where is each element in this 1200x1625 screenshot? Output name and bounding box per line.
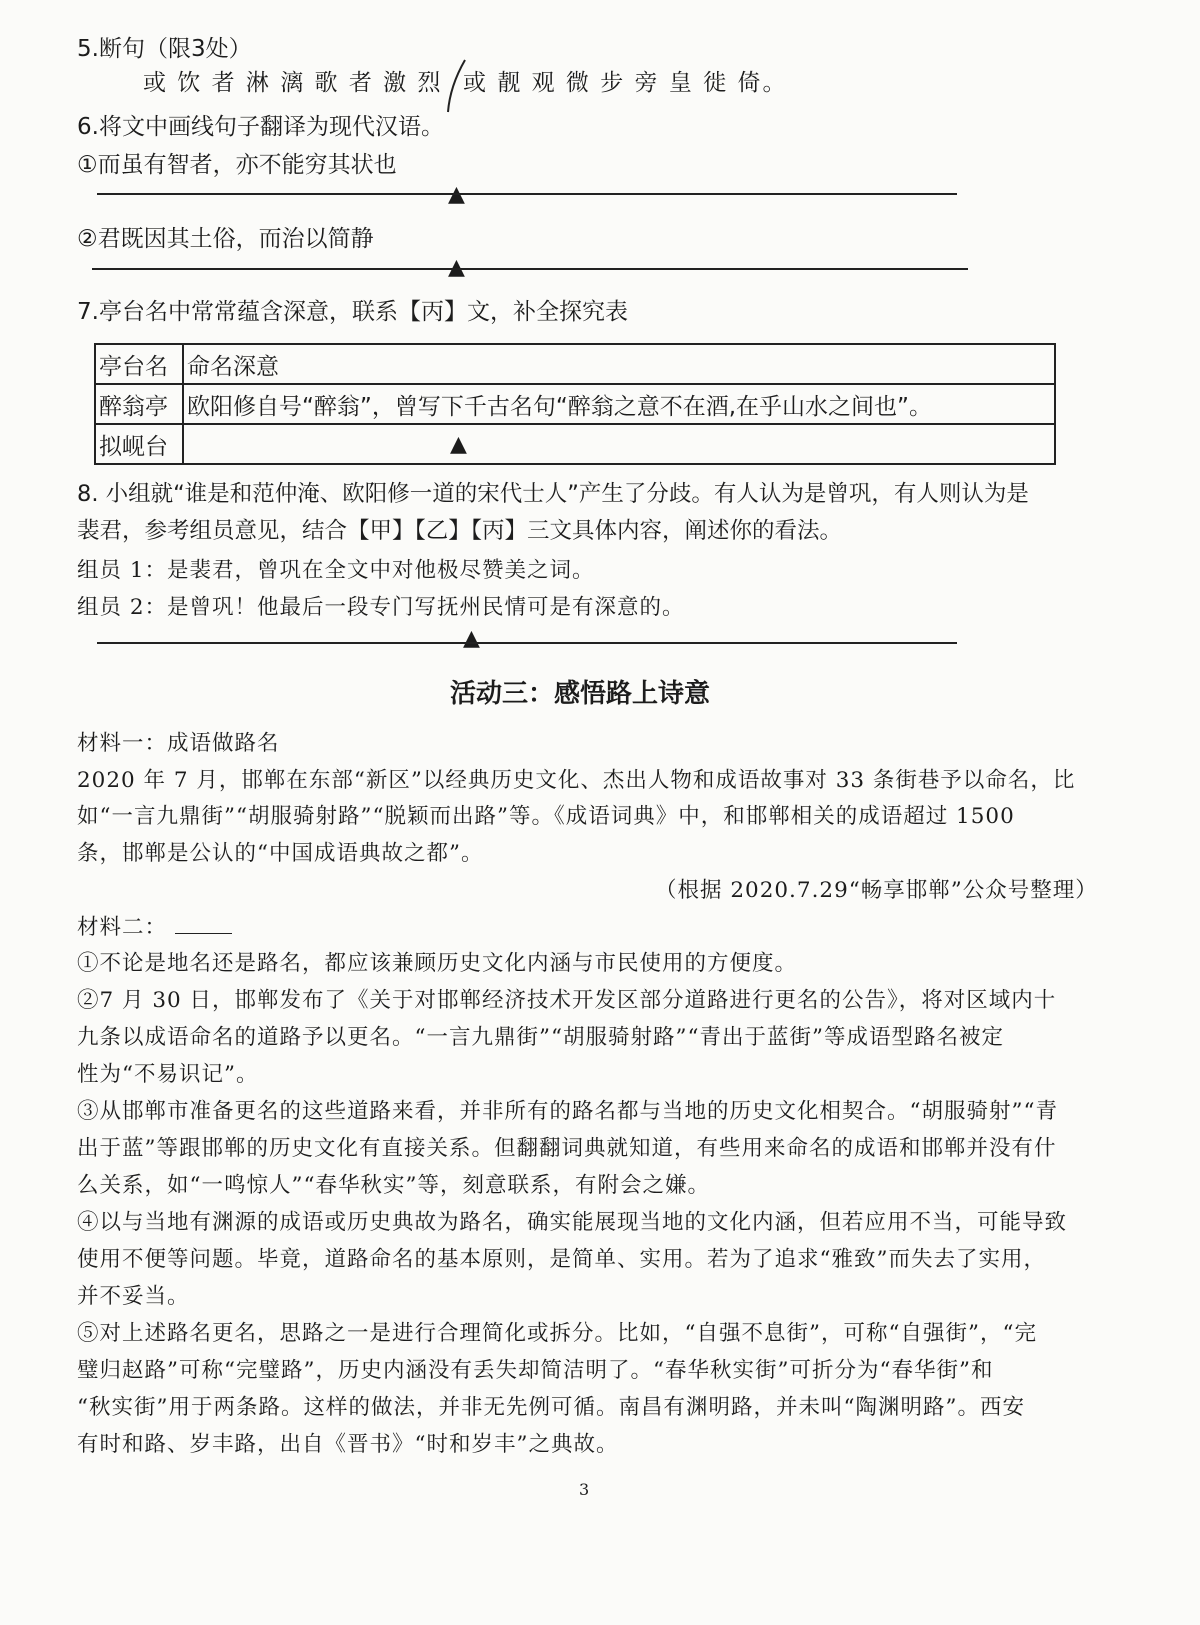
material1-line: 2020 年 7 月，邯郸在东部“新区”以经典历史文化、杰出人物和成语故事对 33 条街巷予以命名，比 (77, 768, 1076, 793)
q5-sentence-left: 或 饮 者 淋 漓 歌 者 激 烈 (143, 70, 443, 96)
material1-title: 材料一：成语做路名 (77, 731, 280, 756)
material2-title: 材料二： (77, 915, 168, 940)
table-cell: ▲ (183, 424, 1055, 464)
q6-item2: ②君既因其土俗，而治以简静 (77, 226, 374, 252)
q8-member1: 组员 1：是裴君，曾巩在全文中对他极尽赞美之词。 (77, 558, 595, 583)
material2-line: 有时和路、岁丰路，出自《晋书》“时和岁丰”之典故。 (77, 1432, 619, 1457)
answer-marker: ▲ (448, 182, 465, 207)
material2-line: ④以与当地有渊源的成语或历史典故为路名，确实能展现当地的文化内涵，但若应用不当，可能导致 (77, 1210, 1068, 1235)
blank-line (175, 933, 232, 934)
material2-line: ②7 月 30 日，邯郸发布了《关于对邯郸经济技术开发区部分道路进行更名的公告》，将对区域内十 (77, 988, 1057, 1013)
answer-marker: ▲ (448, 255, 465, 280)
answer-line (92, 268, 968, 270)
material1-line: 如“一言九鼎街”“胡服骑射路”“脱颖而出路”等。《成语词典》中，和邯郸相关的成语超过 1500 (77, 804, 1015, 829)
material2-line: 性为“不易识记”。 (77, 1062, 259, 1087)
material2-line: “秋实街”用于两条路。这样的做法，并非无先例可循。南昌有渊明路，并未叫“陶渊明路”。西安 (77, 1395, 1025, 1420)
table-row (95, 424, 1055, 464)
table-cell: 拟岘台 (95, 424, 183, 464)
answer-marker: ▲ (463, 626, 480, 651)
q8-member2: 组员 2：是曾巩！他最后一段专门写抚州民情可是有深意的。 (77, 595, 685, 620)
table-cell: 醉翁亭 (95, 384, 183, 424)
q7-title: 7.亭台名中常常蕴含深意，联系【丙】文，补全探究表 (77, 299, 628, 325)
material2-line: ①不论是地名还是路名，都应该兼顾历史文化内涵与市民使用的方便度。 (77, 951, 798, 976)
q6-title: 6.将文中画线句子翻译为现代汉语。 (77, 114, 444, 140)
table-row (95, 384, 1055, 424)
material2-line: 使用不便等问题。毕竟，道路命名的基本原则，是简单、实用。若为了追求“雅致”而失去了实用， (77, 1247, 1046, 1272)
material2-line: ⑤对上述路名更名，思路之一是进行合理简化或拆分。比如，“自强不息街”，可称“自强街”，“完 (77, 1321, 1037, 1346)
material1-source: （根据 2020.7.29“畅享邯郸”公众号整理） (655, 878, 1098, 903)
table-cell: 命名深意 (183, 344, 1055, 384)
material2-line: 璧归赵路”可称“完璧路”，历史内涵没有丢失却简洁明了。“春华秋实街”可折分为“春华街”和 (77, 1358, 994, 1383)
table-header-row (95, 344, 1055, 384)
answer-line (97, 193, 957, 195)
section-title: 活动三：感悟路上诗意 (450, 679, 711, 709)
q5-title: 5.断句（限3处） (77, 36, 252, 62)
material2-line: 九条以成语命名的道路予以更名。“一言九鼎街”“胡服骑射路”“青出于蓝街”等成语型路名被定 (77, 1025, 1004, 1050)
material2-line: 么关系，如“一鸣惊人”“春华秋实”等，刻意联系，有附会之嫌。 (77, 1173, 710, 1198)
q8-line2: 裴君，参考组员意见，结合【甲】【乙】【丙】三文具体内容，阐述你的看法。 (77, 518, 843, 544)
q6-item1: ①而虽有智者，亦不能穷其状也 (77, 152, 397, 178)
material2-line: 出于蓝”等跟邯郸的历史文化有直接关系。但翻翻词典就知道，有些用来命名的成语和邯郸并没有什 (77, 1136, 1057, 1161)
material2-line: ③从邯郸市准备更名的这些道路来看，并非所有的路名都与当地的历史文化相契合。“胡服骑射”“青 (77, 1099, 1058, 1124)
q5-sentence-right: 或 靓 观 微 步 旁 皇 徙 倚。 (463, 70, 788, 96)
material1-line: 条，邯郸是公认的“中国成语典故之都”。 (77, 841, 484, 866)
q7-table (94, 343, 1056, 465)
material2-line: 并不妥当。 (77, 1284, 190, 1309)
q8-line1: 8. 小组就“谁是和范仲淹、欧阳修一道的宋代士人”产生了分歧。有人认为是曾巩，有人则认为是 (77, 481, 1029, 507)
table-cell: 欧阳修自号“醉翁”，曾写下千古名句“醉翁之意不在酒,在乎山水之间也”。 (183, 384, 1055, 424)
table-cell: 亭台名 (95, 344, 183, 384)
answer-line (97, 642, 957, 644)
page-number: 3 (579, 1480, 590, 1499)
